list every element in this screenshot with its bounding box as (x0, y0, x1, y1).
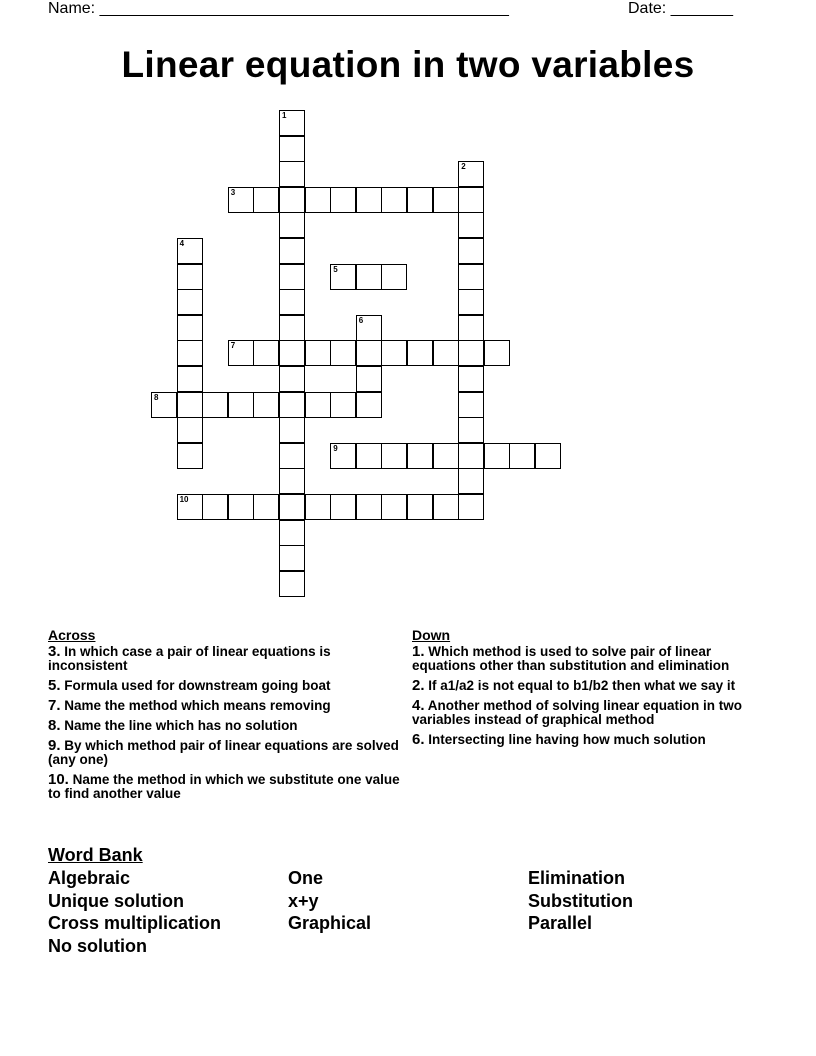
crossword-cell[interactable] (279, 212, 305, 238)
crossword-cell[interactable] (228, 494, 254, 520)
cell-number: 8 (154, 392, 159, 402)
crossword-cell[interactable] (381, 494, 407, 520)
crossword-cell[interactable] (356, 392, 382, 418)
cell-number: 3 (230, 187, 236, 197)
crossword-cell[interactable] (305, 494, 331, 520)
crossword-cell-6[interactable] (356, 315, 382, 341)
clue-text: In which case a pair of linear equations is inconsistent (48, 644, 331, 673)
crossword-cell[interactable] (279, 136, 305, 162)
crossword-cell[interactable] (279, 340, 305, 366)
word-bank-item: Cross multiplication (48, 913, 222, 934)
crossword-cell[interactable] (381, 264, 407, 290)
crossword-cell[interactable] (202, 494, 228, 520)
crossword-cell[interactable] (458, 315, 484, 341)
clue-text: Formula used for downstream going boat (64, 678, 331, 693)
clue-text: Name the line which has no solution (64, 718, 298, 733)
page-title: Linear equation in two variables (121, 44, 695, 85)
crossword-cell[interactable] (458, 494, 484, 520)
crossword-cell[interactable] (279, 187, 305, 213)
crossword-cell[interactable] (381, 443, 407, 469)
crossword-cell[interactable] (305, 392, 331, 418)
crossword-cell[interactable] (330, 392, 356, 418)
crossword-cell[interactable] (407, 340, 433, 366)
crossword-cell[interactable] (458, 392, 484, 418)
clue-text: Another method of solving linear equation in two variables instead of graphical method (412, 698, 743, 727)
word-bank-item: x+y (288, 890, 319, 911)
crossword-cell[interactable] (407, 443, 433, 469)
crossword-cell[interactable] (356, 187, 382, 213)
crossword-cell[interactable] (458, 187, 484, 213)
down-heading: Down (412, 627, 451, 643)
crossword-cell[interactable] (279, 392, 305, 418)
crossword-cell-8[interactable] (151, 392, 177, 418)
crossword-cell[interactable] (279, 264, 305, 290)
crossword-cell-10[interactable] (177, 494, 203, 520)
crossword-cell-1[interactable] (279, 110, 305, 136)
crossword-cell[interactable] (279, 468, 305, 494)
crossword-cell[interactable] (356, 366, 382, 392)
crossword-cell[interactable] (279, 443, 305, 469)
crossword-cell[interactable] (279, 494, 305, 520)
word-bank-item: Substitution (528, 890, 633, 911)
crossword-cell[interactable] (458, 443, 484, 469)
crossword-cell[interactable] (458, 289, 484, 315)
word-bank-column-1 (48, 867, 221, 958)
crossword-cell[interactable] (177, 417, 203, 443)
crossword-cell[interactable] (433, 443, 459, 469)
crossword-cell[interactable] (484, 443, 510, 469)
crossword-cell[interactable] (177, 366, 203, 392)
crossword-cell[interactable] (279, 289, 305, 315)
crossword-cell[interactable] (177, 392, 203, 418)
cell-number: 5 (333, 264, 338, 274)
word-bank-item: Algebraic (48, 868, 131, 888)
word-bank-item: Graphical (288, 913, 372, 934)
crossword-cell[interactable] (279, 366, 305, 392)
crossword-cell[interactable] (330, 340, 356, 366)
crossword-cell[interactable] (407, 494, 433, 520)
word-bank-item: Elimination (528, 868, 626, 888)
down-clues (412, 628, 777, 753)
clue-across-9 (48, 739, 403, 767)
cell-number: 9 (333, 443, 338, 453)
crossword-cell[interactable] (356, 340, 382, 366)
clue-across-8 (48, 719, 403, 733)
crossword-cell[interactable] (535, 443, 561, 469)
crossword-cell-9[interactable] (330, 443, 356, 469)
crossword-cell[interactable] (279, 571, 305, 597)
clue-text: Which method is used to solve pair of linear equations other than substitution and elimination (412, 644, 730, 673)
crossword-cell[interactable] (356, 443, 382, 469)
date-field-line: Date: _______ (628, 0, 733, 17)
clue-down-4 (412, 699, 777, 727)
clue-number: 2. (412, 677, 425, 694)
crossword-cell[interactable] (484, 340, 510, 366)
cell-number: 7 (230, 341, 236, 351)
crossword-cell[interactable] (407, 187, 433, 213)
clue-number: 7. (48, 697, 61, 714)
word-bank-column-3 (528, 867, 633, 935)
clue-down-1 (412, 645, 777, 673)
crossword-cell[interactable] (458, 468, 484, 494)
crossword-cell[interactable] (509, 443, 535, 469)
crossword-cell[interactable] (177, 289, 203, 315)
name-field-line: Name: ______________________________________________ (48, 0, 509, 17)
clue-number: 9. (48, 737, 61, 754)
crossword-cell-3[interactable] (228, 187, 254, 213)
crossword-cell[interactable] (458, 238, 484, 264)
clue-across-7 (48, 699, 403, 713)
clue-text: Name the method which means removing (64, 698, 331, 713)
clue-number: 3. (48, 643, 61, 660)
word-bank-item: One (288, 868, 324, 888)
crossword-cell[interactable] (279, 545, 305, 571)
crossword-cell[interactable] (433, 187, 459, 213)
crossword-cell[interactable] (279, 161, 305, 187)
crossword-cell[interactable] (279, 238, 305, 264)
cell-number: 4 (179, 239, 185, 248)
word-bank-column-2 (288, 867, 371, 935)
crossword-cell[interactable] (305, 187, 331, 213)
clue-number: 10. (48, 771, 69, 788)
crossword-cell[interactable] (458, 264, 484, 290)
crossword-cell-7[interactable] (228, 340, 254, 366)
crossword-cell[interactable] (177, 264, 203, 290)
crossword-cell[interactable] (381, 340, 407, 366)
word-bank-item: Unique solution (48, 890, 184, 911)
word-bank-item: Parallel (528, 913, 593, 934)
crossword-cell[interactable] (253, 187, 279, 213)
crossword-cell[interactable] (433, 340, 459, 366)
clue-down-6 (412, 733, 777, 747)
across-heading: Across (48, 627, 96, 643)
crossword-cell[interactable] (330, 187, 356, 213)
crossword-cell-4[interactable] (177, 238, 203, 264)
crossword-cell[interactable] (253, 340, 279, 366)
crossword-cell[interactable] (202, 392, 228, 418)
cell-number: 2 (461, 162, 466, 172)
crossword-cell[interactable] (279, 315, 305, 341)
crossword-cell-2[interactable] (458, 161, 484, 187)
clue-across-3 (48, 645, 403, 673)
crossword-cell[interactable] (356, 264, 382, 290)
crossword-cell[interactable] (458, 340, 484, 366)
crossword-cell[interactable] (253, 392, 279, 418)
clue-text: If a1/a2 is not equal to b1/b2 then what we say it (428, 678, 736, 693)
crossword-cell[interactable] (279, 520, 305, 546)
word-bank-item: No solution (48, 936, 147, 957)
clue-across-5 (48, 679, 403, 693)
crossword-cell[interactable] (458, 212, 484, 238)
crossword-cell[interactable] (381, 187, 407, 213)
crossword-cell[interactable] (330, 494, 356, 520)
clue-text: Intersecting line having how much solution (428, 732, 706, 747)
crossword-cell[interactable] (433, 494, 459, 520)
clue-text: By which method pair of linear equations are solved (any one) (48, 738, 399, 767)
crossword-cell[interactable] (177, 443, 203, 469)
cell-number: 10 (179, 495, 189, 504)
clue-number: 4. (412, 697, 425, 714)
clue-number: 5. (48, 677, 61, 694)
crossword-cell[interactable] (458, 417, 484, 443)
cell-number: 1 (282, 111, 287, 120)
crossword-cell-5[interactable] (330, 264, 356, 290)
crossword-cell[interactable] (305, 340, 331, 366)
crossword-cell[interactable] (458, 366, 484, 392)
clue-text: Name the method in which we substitute one value to find another value (48, 772, 400, 801)
crossword-cell[interactable] (228, 392, 254, 418)
crossword-cell[interactable] (253, 494, 279, 520)
crossword-cell[interactable] (177, 315, 203, 341)
crossword-cell[interactable] (356, 494, 382, 520)
clue-number: 8. (48, 717, 61, 734)
crossword-cell[interactable] (177, 340, 203, 366)
clue-across-10 (48, 773, 403, 801)
word-bank-heading: Word Bank (48, 845, 143, 865)
crossword-cell[interactable] (279, 417, 305, 443)
clue-number: 6. (412, 731, 425, 748)
across-clues (48, 628, 403, 807)
clue-number: 1. (412, 643, 425, 660)
cell-number: 6 (358, 315, 364, 325)
clue-down-2 (412, 679, 777, 693)
